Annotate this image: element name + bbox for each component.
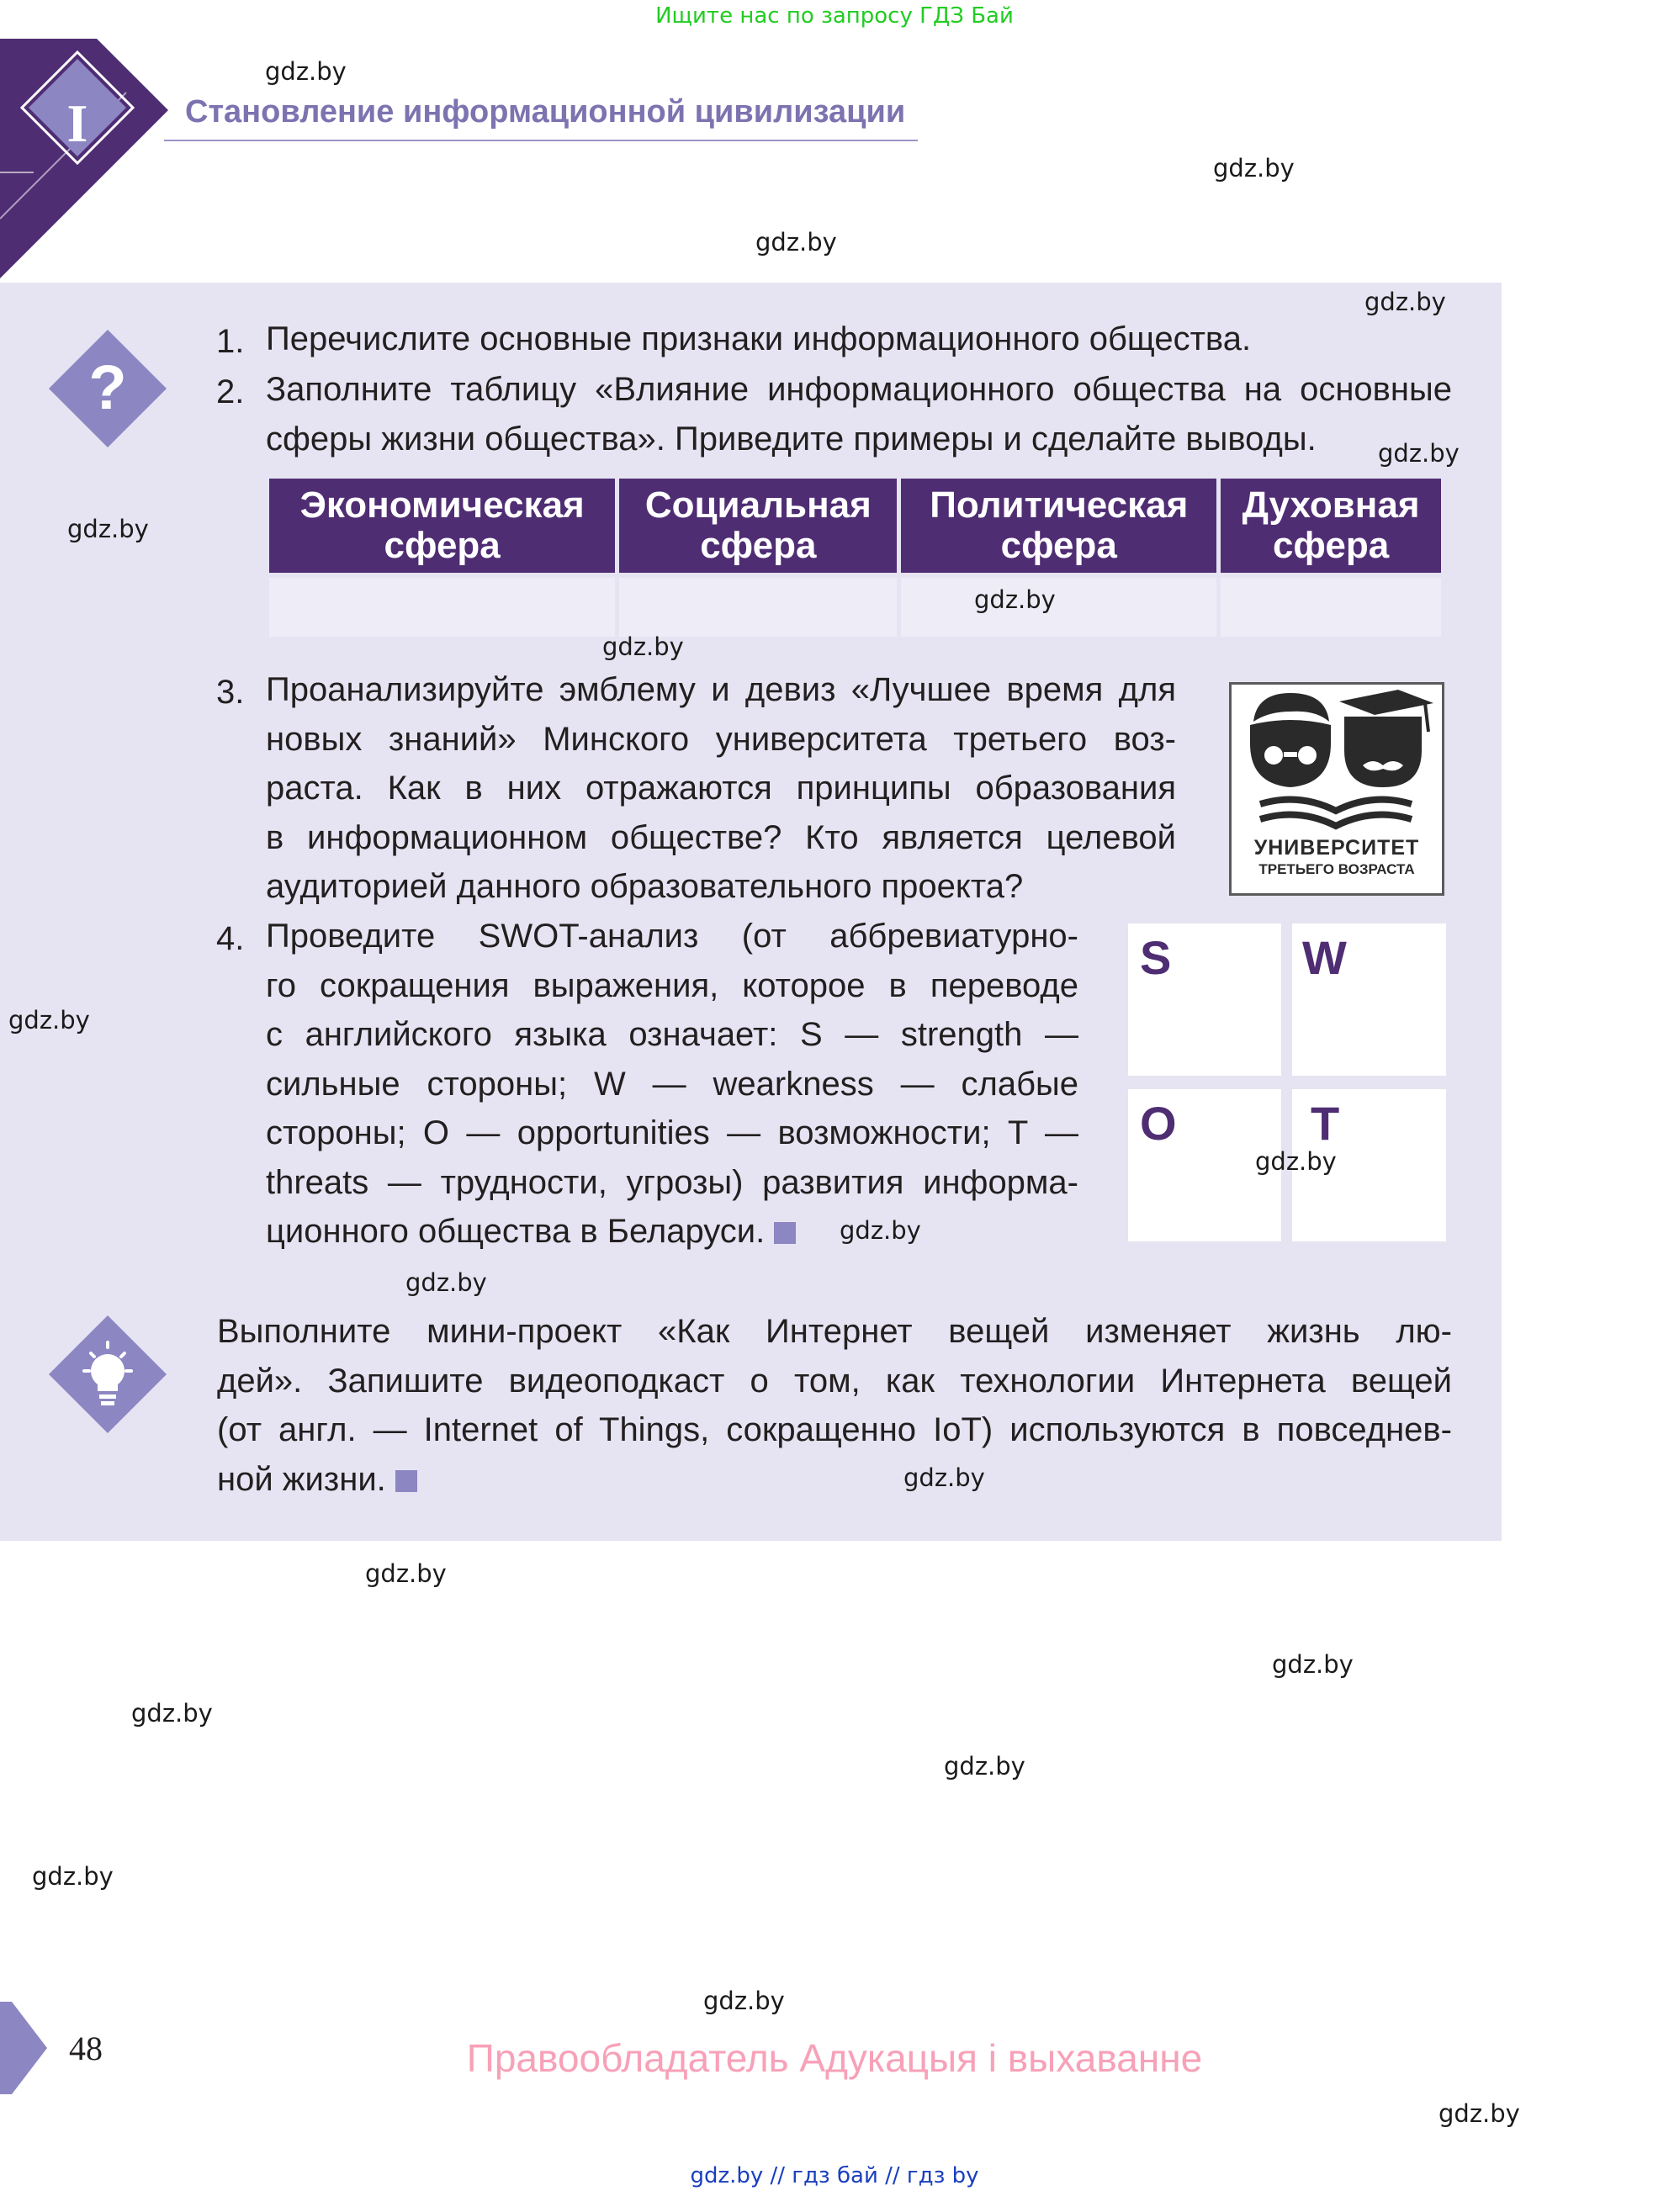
swot-letter: T [1311, 1097, 1340, 1150]
watermark: gdz.by [1272, 1650, 1354, 1679]
watermark: gdz.by [365, 1559, 447, 1588]
question-3-line: раста. Как в них отражаются принципы образования [266, 770, 1176, 807]
table-cell [619, 573, 897, 637]
question-3-line: Проанализируйте эмблему и девиз «Лучшее время для [266, 671, 1176, 708]
watermark: gdz.by [8, 1006, 90, 1035]
page-number: 48 [69, 2029, 103, 2067]
emblem-title: УНИВЕРСИТЕТ [1253, 836, 1420, 860]
question-4-line: стороны; O — opportunities — возможности; T — [266, 1114, 1078, 1151]
chapter-number: I [66, 93, 88, 153]
table-header-social: Социальная сфера [619, 479, 897, 573]
table-header-political: Политическая сфера [901, 479, 1216, 573]
chapter-underline [164, 140, 918, 141]
question-2-line: сферы жизни общества». Приведите примеры и сделайте выводы. [266, 420, 1317, 458]
project-line: ной жизни. [217, 1455, 1452, 1505]
swot-letter: W [1302, 931, 1347, 984]
swot-cell-w [1292, 923, 1446, 1076]
watermark: gdz.by [405, 1268, 487, 1297]
table-header-spiritual: Духовная сфера [1221, 479, 1441, 573]
question-2-line: Заполните таблицу «Влияние информационного общества на основные [266, 371, 1452, 408]
table-cell [269, 573, 615, 637]
question-2-number: 2. [216, 373, 245, 410]
watermark: gdz.by [1439, 2099, 1520, 2128]
question-icon [47, 328, 168, 449]
question-3-text [266, 665, 1176, 912]
project-text [217, 1307, 1452, 1504]
watermark: gdz.by [903, 1463, 985, 1492]
watermark: gdz.by [131, 1699, 213, 1728]
question-3-line: аудиторией данного образовательного проекта? [266, 868, 1024, 905]
rights-holder: Правообладатель Адукацыя і выхаванне [466, 2036, 1203, 2080]
watermark: gdz.by [755, 228, 837, 257]
question-4-number: 4. [216, 920, 245, 957]
chapter-corner-decoration [0, 0, 202, 320]
chapter-title: Становление информационной цивилизации [185, 94, 906, 130]
emblem-faces-icon [1232, 685, 1442, 832]
watermark: gdz.by [32, 1862, 114, 1891]
table-cell [1221, 573, 1441, 637]
swot-cell-s [1128, 923, 1281, 1076]
university-emblem [1229, 682, 1444, 896]
bottom-links[interactable]: gdz.by // гдз бай // гдз by [690, 2163, 979, 2188]
watermark: gdz.by [1378, 439, 1460, 468]
question-4-line: ционного общества в Беларуси. [266, 1207, 1078, 1257]
watermark: gdz.by [703, 1987, 785, 2015]
end-marker-icon [395, 1470, 417, 1492]
question-3-line: в информационном обществе? Кто является целевой [266, 818, 1176, 856]
watermark: gdz.by [265, 57, 347, 86]
swot-letter: S [1140, 931, 1172, 984]
project-line: дей». Запишите видеоподкаст о том, как технологии Интернета вещей [217, 1362, 1452, 1400]
question-4-text [266, 912, 1078, 1257]
watermark: gdz.by [602, 632, 684, 661]
svg-text:?: ? [88, 352, 127, 422]
swot-letter: O [1140, 1097, 1177, 1150]
question-1-number: 1. [216, 323, 245, 360]
lightbulb-icon [47, 1314, 168, 1435]
table-cell [901, 573, 1216, 637]
question-4-line: Проведите SWOT-анализ (от аббревиатурно- [266, 918, 1078, 955]
watermark: gdz.by [1364, 288, 1446, 316]
question-2-text [266, 365, 1452, 463]
watermark: gdz.by [67, 515, 149, 543]
project-line: Выполните мини-проект «Как Интернет вещей изменяет жизнь лю- [217, 1313, 1452, 1350]
emblem-subtitle: ТРЕТЬЕГО ВОЗРАСТА [1258, 861, 1415, 877]
top-banner: Ищите нас по запросу ГДЗ Бай [655, 3, 1014, 29]
question-4-line: с английского языка означает: S — strength — [266, 1016, 1078, 1053]
question-3-number: 3. [216, 674, 245, 711]
question-3-line: новых знаний» Минского университета третьего воз- [266, 720, 1176, 758]
question-1-text: Перечислите основные признаки информационного общества. [266, 320, 1252, 357]
end-marker-icon [774, 1222, 796, 1244]
watermark: gdz.by [1255, 1147, 1337, 1176]
watermark: gdz.by [1213, 154, 1295, 183]
question-4-line: сильные стороны; W — wearkness — слабые [266, 1065, 1078, 1103]
question-4-line: го сокращения выражения, которое в переводе [266, 966, 1078, 1004]
watermark: gdz.by [944, 1752, 1025, 1781]
question-4-line: threats — трудности, угрозы) развития информа- [266, 1163, 1078, 1201]
watermark: gdz.by [840, 1216, 921, 1245]
spheres-table [265, 479, 1445, 637]
project-line: (от англ. — Internet of Things, сокращенно IoT) используются в повседнев- [217, 1411, 1452, 1448]
table-header-economic: Экономическая сфера [269, 479, 615, 573]
watermark: gdz.by [974, 585, 1056, 614]
